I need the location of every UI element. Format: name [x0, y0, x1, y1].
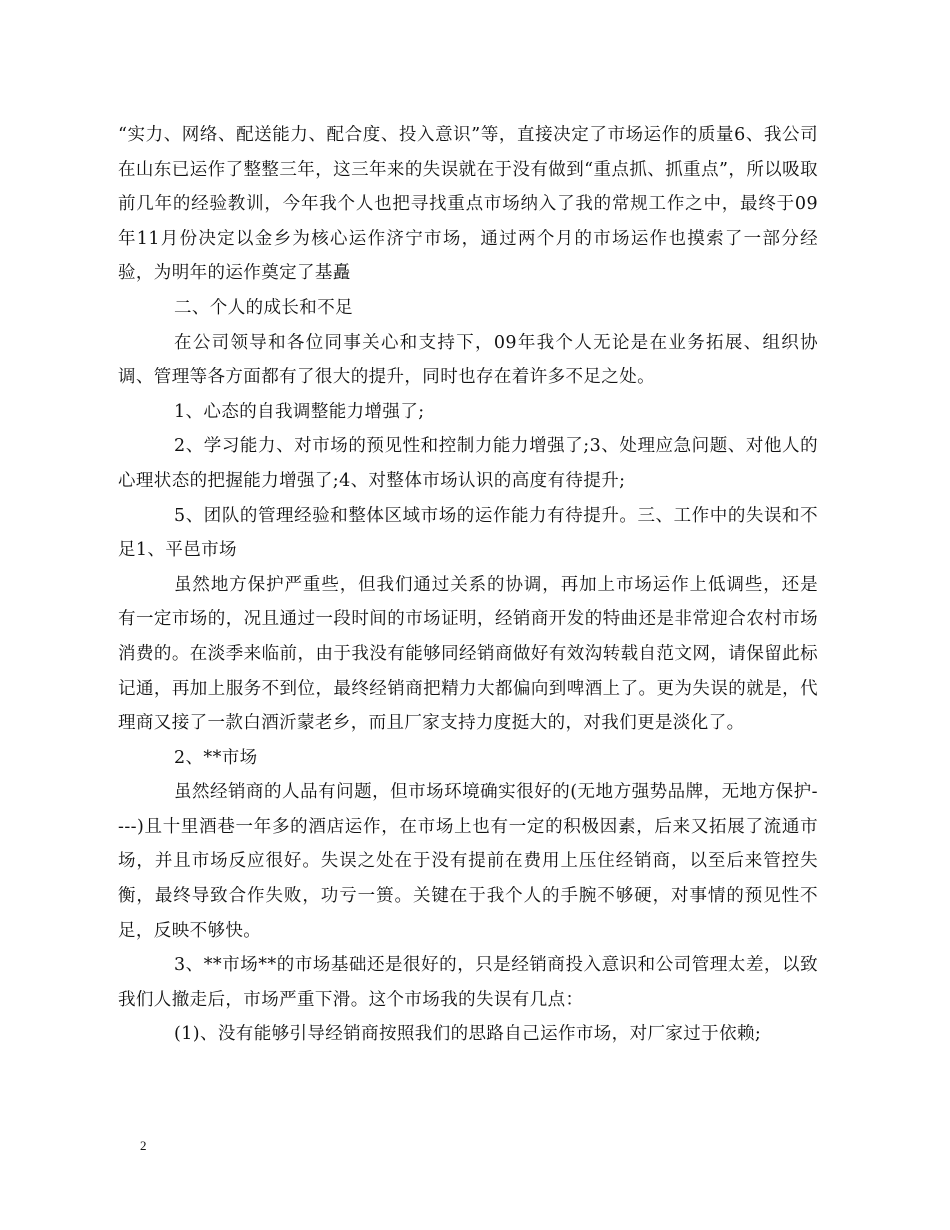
- body-text: [118, 118, 818, 1052]
- paragraph-6: 5、团队的管理经验和整体区域市场的运作能力有待提升。三、工作中的失误和不足1、平邑市场: [118, 505, 818, 561]
- paragraph-8-heading: 2、**市场: [174, 747, 258, 768]
- paragraph-10: 3、**市场**的市场基础还是很好的，只是经销商投入意识和公司管理太差，以致我们人撤走后，市场严重下滑。这个市场我的失误有几点：: [118, 955, 818, 1010]
- paragraph-11: (1)、没有能够引导经销商按照我们的思路自己运作市场，对厂家过于依赖;: [174, 1024, 762, 1045]
- page-number: 2: [140, 1138, 147, 1153]
- paragraph-2-heading: 二、个人的成长和不足: [174, 297, 353, 318]
- paragraph-4: 1、心态的自我调整能力增强了;: [174, 401, 425, 422]
- paragraph-3: 在公司领导和各位同事关心和支持下，09年我个人无论是在业务拓展、组织协调、管理等各方面都有了很大的提升，同时也存在着许多不足之处。: [118, 332, 818, 388]
- paragraph-1: “实力、网络、配送能力、配合度、投入意识”等，直接决定了市场运作的质量6、我公司在山东已运作了整整三年，这三年来的失误就在于没有做到“重点抓、抓重点”，所以吸取前几年的经验教训，今年我个人也把寻找重点市场纳入了我的常规工作之中，最终于09年11月份决定以金乡为核心运作济宁市场，通过两个月的市场运作也摸索了一部分经验，为明年的运作奠定了基矗: [118, 125, 818, 284]
- paragraph-9: 虽然经销商的人品有问题，但市场环境确实很好的(无地方强势品牌，无地方保护----)且十里酒巷一年多的酒店运作，在市场上也有一定的积极因素，后来又拓展了流通市场，并且市场反应很好。失误之处在于没有提前在费用上压住经销商，以至后来管控失衡，最终导致合作失败，功亏一篑。关键在于我个人的手腕不够硬，对事情的预见性不足，反映不够快。: [118, 782, 818, 941]
- paragraph-7: 虽然地方保护严重些，但我们通过关系的协调，再加上市场运作上低调些，还是有一定市场的，况且通过一段时间的市场证明，经销商开发的特曲还是非常迎合农村市场消费的。在淡季来临前，由于我没有能够同经销商做好有效沟转载自范文网，请保留此标记通，再加上服务不到位，最终经销商把精力大都偏向到啤酒上了。更为失误的就是，代理商又接了一款白酒沂蒙老乡，而且厂家支持力度挺大的，对我们更是淡化了。: [118, 574, 818, 734]
- paragraph-5: 2、学习能力、对市场的预见性和控制力能力增强了;3、处理应急问题、对他人的心理状态的把握能力增强了;4、对整体市场认识的高度有待提升;: [118, 436, 818, 491]
